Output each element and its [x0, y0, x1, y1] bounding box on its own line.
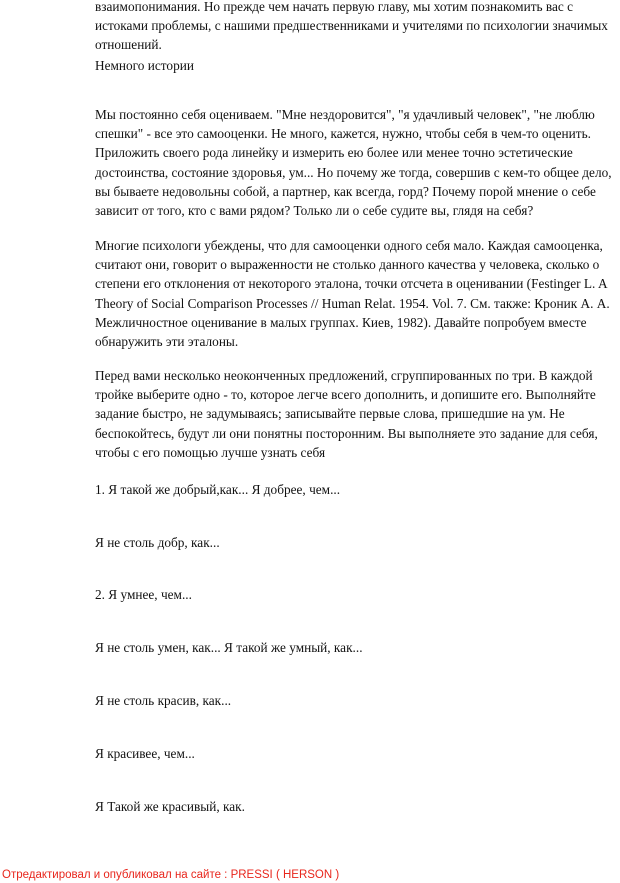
list-item: Я не столь красив, как...: [95, 693, 232, 708]
paragraph-psychologists: Многие психологи убеждены, что для самооценки одного себя мало. Каждая самооценка, считают они, говорит о выраженности не столько данного качества у человека, сколько о степени его отклонения от некоторого эталона, точки отсчета в оценивании (Festinger L. A Theory of Social Comparison Processes // Human Relat. 1954. Vol. 7. См. также: Кроник А. А. Межличностное оценивание в малых группах. Киев, 1982). Давайте попробуем вместе обнаружить эти эталоны.: [95, 238, 610, 350]
list-item: Я не столь умен, как... Я такой же умный, как...: [95, 640, 363, 655]
list-item: 2. Я умнее, чем...: [95, 587, 192, 602]
paragraph-task: Перед вами несколько неоконченных предложений, сгруппированных по три. В каждой тройке выберите одно - то, которое легче всего дополнить, и допишите его. Выполняйте задание быстро, не задумываясь; записывайте первые слова, пришедшие на ум. Не беспокойтесь, будут ли они понятны посторонним. Вы выполняете это задание для себя, чтобы с его помощью лучше узнать себя: [95, 368, 598, 460]
list-item: Я Такой же красивый, как.: [95, 799, 245, 814]
publisher-footer: Отредактировал и опубликовал на сайте : PRESSI ( HERSON ): [2, 869, 340, 881]
intro-paragraph: взаимопонимания. Но прежде чем начать первую главу, мы хотим познакомить вас с истоками проблемы, с нашими предшественниками и учителями по психологии значимых отношений.: [95, 0, 608, 53]
section-heading: Немного истории: [95, 58, 194, 73]
paragraph-self-evaluation: Мы постоянно себя оцениваем. "Мне нездоровится", "я удачливый человек", "не люблю спешки" - все это самооценки. Не много, кажется, нужно, чтобы себя в чем-то оценить. Приложить своего рода линейку и измерить ею более или менее точно эстетические достоинства, состояние здоровья, ум... Но почему же тогда, совершив с кем-то общее дело, вы бываете недовольны собой, а партнер, как всегда, горд? Почему порой мнение о себе зависит от того, кто с вами рядом? Только ли о себе судите вы, глядя на себя?: [95, 107, 612, 219]
list-item: Я не столь добр, как...: [95, 535, 220, 550]
list-item: Я красивее, чем...: [95, 746, 195, 761]
list-item: 1. Я такой же добрый,как... Я добрее, чем...: [95, 482, 341, 497]
